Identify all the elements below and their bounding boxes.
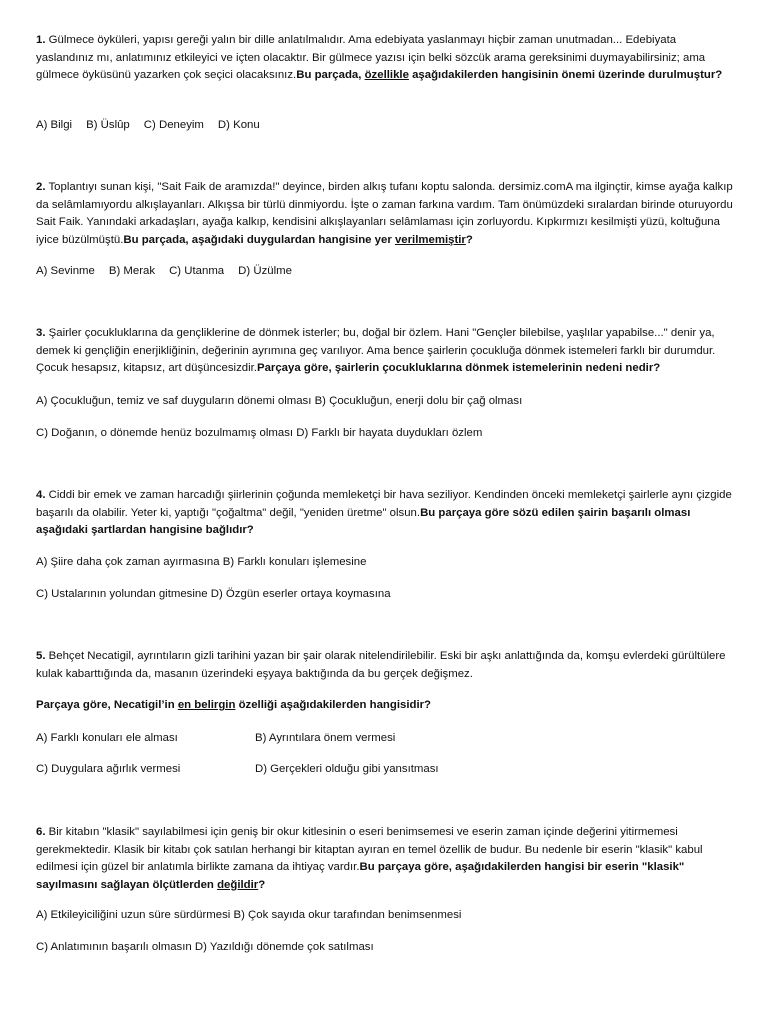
question-5-option-row-2 (36, 762, 536, 777)
option-a[interactable]: A) Sevinme (36, 265, 95, 277)
question-number: 4. (36, 489, 46, 501)
question-text: Ciddi bir emek ve zaman harcadığı şiirlerinin çoğunda memleketçi bir hava seziliyor. Kendinden önceki memleketçi şairlerle aynı çizgide başarılı da olabilir. Yeter ki, yaptığı "çoğaltma" değil, "yeniden üretme" olsun. (36, 489, 732, 519)
question-2-stem (36, 179, 736, 249)
question-prompt: Parçaya göre, şairlerin çocukluklarına dönmek istemelerinin nedeni nedir? (256, 362, 661, 374)
question-4-option-line-1[interactable]: A) Şiire daha çok zaman ayırmasına B) Farklı konuları işlemesine (36, 556, 367, 568)
question-prompt: Parçaya göre, Necatigil’in en belirgin özelliği aşağıdakilerden hangisidir? (36, 699, 431, 711)
question-number: 2. (36, 181, 46, 193)
question-3-option-line-2[interactable]: C) Doğanın, o dönemde henüz bozulmamış olması D) Farklı bir hayata duydukları özlem (36, 427, 483, 439)
question-text: Şairler çocukluklarına da gençliklerine de dönmek isterler; bu, doğal bir özlem. Hani "Gençler bilebilse, yaşlılar yapabilse..." denir ya, demek ki gençliğin enerjikliğinin, değerinin ayrımına geç varılıyor. Ama bence şairlerin çocukluğa dönmek istemeleri farklı bir durumdur. Çocuk hesapsız, kitapsız, art düşüncesizdir. (36, 327, 716, 374)
question-1-options (36, 118, 260, 133)
question-3-stem (36, 325, 736, 378)
question-text: Gülmece öyküleri, yapısı gereği yalın bir dille anlatılmalıdır. Ama edebiyata yaslanmayı hiçbir zaman unutmadan... Edebiyata yaslandınız mı, anlatımınız etkileyici ve içten olacaktır. Bir gülmece yazısı için belki sözcük arama gereksinimi duymayabilirsiniz; ama gülmece öyküsünü yazarken çok seçici olacaksınız. (36, 34, 706, 81)
option-d[interactable]: D) Konu (217, 119, 260, 131)
question-prompt: Bu parçaya göre sözü edilen şairin başarılı olması aşağıdaki şartlardan hangisine bağlıdır? (36, 506, 691, 536)
question-number: 6. (36, 826, 46, 838)
question-4-stem (36, 487, 736, 540)
option-a[interactable]: A) Bilgi (36, 119, 73, 131)
question-1-stem (36, 32, 736, 85)
question-5-option-row-1 (36, 731, 536, 746)
question-number: 1. (36, 34, 46, 46)
question-5-prompt (36, 697, 736, 715)
option-c[interactable]: C) Duygulara ağırlık vermesi (36, 763, 181, 775)
question-prompt: Bu parçada, özellikle aşağıdakilerden hangisinin önemi üzerinde durulmuştur? (296, 69, 723, 81)
question-text: Bir kitabın "klasik" sayılabilmesi için geniş bir okur kitlesinin o eseri benimsemesi ve eserin zaman içinde değerini yitirmemesi gerekmektedir. Klasik bir kitabı çok satılan herhangi bir kitaptan ayıran en temel özellik de budur. Bu nedenle bir eserin "klasik" kabul edilmesi için güzel bir anlatımla birlikte zamana da ihtiyaç vardır. (36, 826, 703, 873)
question-3-option-line-1[interactable]: A) Çocukluğun, temiz ve saf duyguların dönemi olması B) Çocukluğun, enerji dolu bir çağ olması (36, 395, 523, 407)
question-text: Behçet Necatigil, ayrıntıların gizli tarihini yazan bir şair olarak nitelendirilebilir. Eski bir aşkı anlattığında da, komşu evlerdeki gürültülere kulak kabarttığında da, masanın üzerindeki eşyaya baktığında da bu gerçek değişmez. (36, 650, 726, 680)
option-b[interactable]: B) Merak (108, 265, 156, 277)
option-c[interactable]: C) Utanma (169, 265, 225, 277)
question-5-stem (36, 648, 736, 683)
question-6-stem (36, 824, 736, 894)
option-b[interactable]: B) Ayrıntılara önem vermesi (255, 732, 396, 744)
question-number: 5. (36, 650, 46, 662)
question-6-option-line-2[interactable]: C) Anlatımının başarılı olmasın D) Yazıldığı dönemde çok satılması (36, 941, 374, 953)
question-6-option-line-1[interactable]: A) Etkileyiciliğini uzun süre sürdürmesi B) Çok sayıda okur tarafından benimsenmesi (36, 909, 462, 921)
question-prompt: Bu parçaya göre, aşağıdakilerden hangisi bir eserin "klasik" sayılmasını sağlayan ölçütlerden değildir? (36, 861, 685, 891)
question-prompt: Bu parçada, aşağıdaki duygulardan hangisine yer verilmemiştir? (123, 233, 473, 246)
option-a[interactable]: A) Farklı konuları ele alması (36, 732, 178, 744)
question-text: Toplantıyı sunan kişi, "Sait Faik de aramızda!" deyince, birden alkış tufanı koptu salonda. dersimiz.comA ma ilginçtir, kimse ayağa kalkıp da selâmlamıyordu alkışlayanları. Alkışsa bir türlü dinmiyordu. İşte o zaman farkına vardım. Tam önümüzdeki sıralardan birinde oturuyordu Sait Faik. Yanındaki arkadaşları, ayağa kalkıp, kendisini alkışlayanları selâmlaması için zorluyordu. Kıpkırmızı kesilmişti yüzü, koltuğuna iyice büzülmüştü. (36, 181, 733, 246)
option-c[interactable]: C) Deneyim (143, 119, 204, 131)
question-2-options (36, 264, 292, 279)
option-d[interactable]: D) Gerçekleri olduğu gibi yansıtması (255, 763, 439, 775)
question-4-option-line-2[interactable]: C) Ustalarının yolundan gitmesine D) Özgün eserler ortaya koymasına (36, 588, 391, 600)
option-b[interactable]: B) Üslûp (86, 119, 130, 131)
question-number: 3. (36, 327, 46, 339)
option-d[interactable]: D) Üzülme (238, 265, 292, 277)
